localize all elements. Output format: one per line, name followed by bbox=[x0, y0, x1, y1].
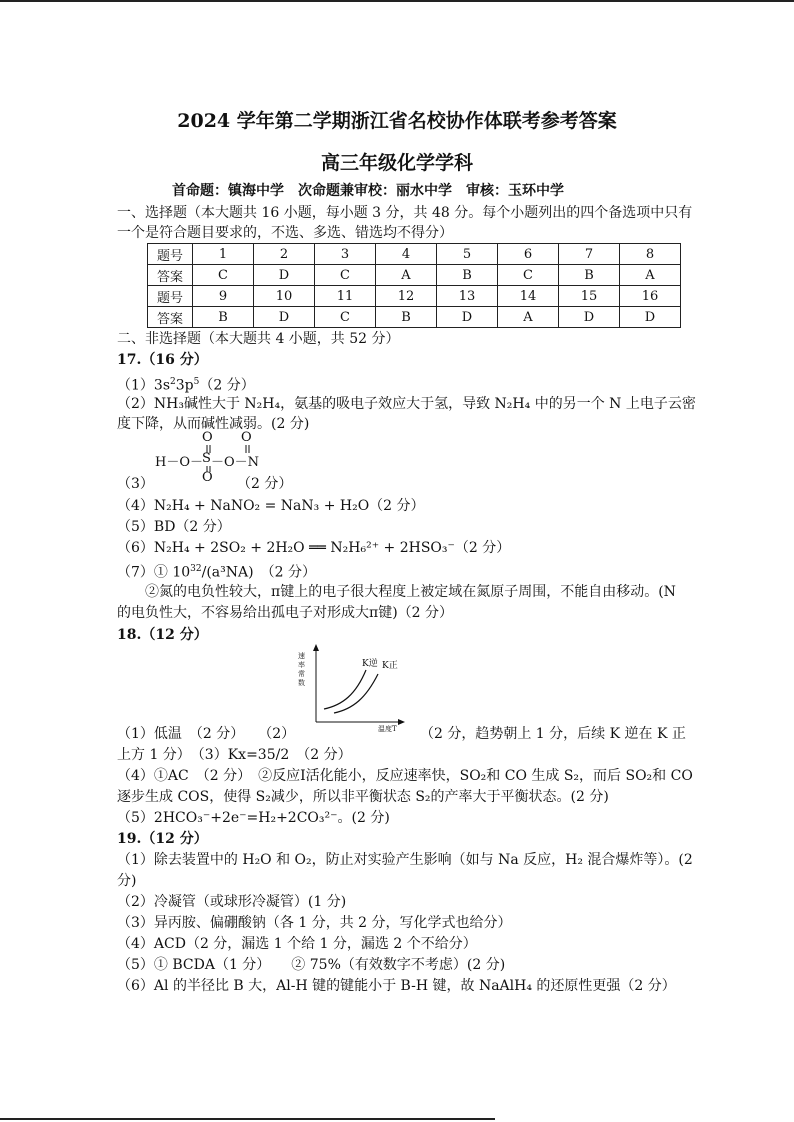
table-cell: C bbox=[193, 265, 254, 286]
q19-answer-4: （4）ACD（2 分，漏选 1 个给 1 分，漏选 2 个不给分） bbox=[117, 936, 477, 952]
struct-o-n: －O－N bbox=[211, 455, 260, 470]
q17-answer-4: （4）N₂H₄ + NaNO₂ = NaN₃ + H₂O（2 分） bbox=[117, 498, 425, 514]
q19-answer-6: （6）Al 的半径比 B 大，Al-H 键的键能小于 B-H 键，故 NaAlH₄ 的还原性更强（2 分） bbox=[117, 978, 676, 994]
table-cell: 4 bbox=[376, 244, 437, 265]
table-cell: D bbox=[620, 307, 681, 328]
table-cell: 15 bbox=[559, 286, 620, 307]
oxygen-bottom: O bbox=[202, 470, 213, 485]
row-label-a: 答案 bbox=[148, 265, 193, 286]
table-cell: A bbox=[498, 307, 559, 328]
credits-line: 首命题：镇海中学 次命题兼审校：丽水中学 审核：玉环中学 bbox=[172, 183, 564, 199]
q17-answer-6: （6）N₂H₄ + 2SO₂ + 2H₂O ══ N₂H₆²⁺ + 2HSO₃⁻（2 分） bbox=[117, 540, 511, 556]
struct-h-o: H－O－ bbox=[155, 455, 203, 470]
struct-s: S bbox=[202, 451, 211, 466]
oxygen-top: O bbox=[202, 430, 213, 445]
q17-answer-3-score: （2 分） bbox=[237, 476, 293, 492]
table-cell: 11 bbox=[315, 286, 376, 307]
section1-heading-cont: 一个是符合题目要求的，不选、多选、错选均不得分） bbox=[117, 225, 453, 241]
q17-title: 17.（16 分） bbox=[117, 352, 208, 368]
graph-k-forward-label: K正 bbox=[382, 661, 398, 671]
q18-title: 18.（12 分） bbox=[117, 627, 208, 643]
graph-svg bbox=[298, 642, 406, 732]
table-cell: C bbox=[498, 265, 559, 286]
q17-answer-7b-cont: 的电负性大，不容易给出孤电子对形成大π键)（2 分） bbox=[117, 605, 454, 621]
table-cell: 1 bbox=[193, 244, 254, 265]
table-row bbox=[148, 244, 681, 265]
q19-answer-1-cont: 分) bbox=[117, 873, 137, 889]
row-label-q: 题号 bbox=[148, 244, 193, 265]
document-title: 2024 学年第二学期浙江省名校协作体联考参考答案 bbox=[177, 110, 617, 132]
table-row bbox=[148, 307, 681, 328]
q17-answer-2: （2）NH₃碱性大于 N₂H₄，氨基的吸电子效应大于氢，导致 N₂H₄ 中的另一个 N 上电子云密 bbox=[117, 396, 696, 412]
top-rule bbox=[0, 0, 794, 2]
table-cell: B bbox=[193, 307, 254, 328]
q18-answer-5: （5）2HCO₃⁻+2e⁻=H₂+2CO₃²⁻。(2 分) bbox=[117, 810, 390, 826]
section2-heading: 二、非选择题（本大题共 4 小题，共 52 分） bbox=[117, 331, 400, 347]
table-cell: C bbox=[315, 307, 376, 328]
q17-answer-7: （7）① $10^{32}/(a^3NA)$ （2 分） bbox=[117, 564, 316, 581]
row-label-a: 答案 bbox=[148, 307, 193, 328]
q17-answer-1: $(1)3s^23p^5(2$ 分） bbox=[117, 377, 255, 394]
q18-answer-2-tail: （2 分，趋势朝上 1 分，后续 K 逆在 K 正 bbox=[420, 726, 686, 742]
table-cell: B bbox=[376, 307, 437, 328]
table-cell: D bbox=[254, 265, 315, 286]
table-cell: 9 bbox=[193, 286, 254, 307]
table-cell: 12 bbox=[376, 286, 437, 307]
table-cell: 2 bbox=[254, 244, 315, 265]
q19-answer-5: （5）① BCDA（1 分） ② 75%（有效数字不考虑）(2 分) bbox=[117, 957, 506, 973]
oxygen-top-n: O bbox=[241, 430, 252, 445]
q17-answer-7b: ②氮的电负性较大，π键上的电子很大程度上被定域在氮原子周围，不能自由移动。(N bbox=[145, 584, 676, 600]
q17-answer-5: （5）BD（2 分） bbox=[117, 519, 231, 535]
table-cell: D bbox=[559, 307, 620, 328]
q18-answer-4-cont: 逐步生成 COS，使得 S₂减少，所以非平衡状态 S₂的产率大于平衡状态。(2 分) bbox=[117, 789, 609, 805]
row-label-q: 题号 bbox=[148, 286, 193, 307]
table-cell: A bbox=[620, 265, 681, 286]
table-cell: 6 bbox=[498, 244, 559, 265]
q19-answer-3: （3）异丙胺、偏硼酸钠（各 1 分，共 2 分，写化学式也给分） bbox=[117, 915, 512, 931]
table-cell: 13 bbox=[437, 286, 498, 307]
answer-table bbox=[147, 243, 681, 328]
section1-heading: 一、选择题（本大题共 16 小题，每小题 3 分，共 48 分。每个小题列出的四个备选项中只有 bbox=[117, 205, 693, 221]
q17-answer-2-cont: 度下降，从而碱性减弱。(2 分) bbox=[117, 416, 310, 432]
table-cell: A bbox=[376, 265, 437, 286]
table-cell: 8 bbox=[620, 244, 681, 265]
document-subtitle: 高三年级化学学科 bbox=[320, 152, 473, 174]
q18-answer-1: （1）低温 （2 分） （2） bbox=[117, 726, 296, 742]
graph-k-reverse-label: K逆 bbox=[362, 659, 378, 669]
table-cell: 3 bbox=[315, 244, 376, 265]
q19-answer-2: （2）冷凝管（或球形冷凝管）(1 分) bbox=[117, 894, 347, 910]
table-cell: D bbox=[437, 307, 498, 328]
table-cell: 14 bbox=[498, 286, 559, 307]
table-cell: C bbox=[315, 265, 376, 286]
rate-constant-graph bbox=[298, 642, 406, 732]
q19-title: 19.（12 分） bbox=[117, 831, 208, 847]
table-cell: B bbox=[559, 265, 620, 286]
table-cell: 5 bbox=[437, 244, 498, 265]
graph-x-label: 温度T bbox=[378, 725, 397, 733]
table-cell: 7 bbox=[559, 244, 620, 265]
table-cell: 10 bbox=[254, 286, 315, 307]
table-cell: D bbox=[254, 307, 315, 328]
table-cell: 16 bbox=[620, 286, 681, 307]
q18-answer-4: （4）①AC （2 分） ②反应I活化能小，反应速率快，SO₂和 CO 生成 S₂，而后 SO₂和 CO bbox=[117, 768, 693, 784]
table-row bbox=[148, 265, 681, 286]
bottom-rule bbox=[0, 1118, 495, 1120]
q18-answer-2-cont: 上方 1 分） （3）Kx=35/2 （2 分） bbox=[117, 747, 352, 763]
q17-answer-3: （3） bbox=[117, 476, 154, 492]
table-cell: B bbox=[437, 265, 498, 286]
graph-y-label: 速率常数 bbox=[298, 652, 305, 687]
table-row bbox=[148, 286, 681, 307]
q19-answer-1: （1）除去装置中的 H₂O 和 O₂，防止对实验产生影响（如与 Na 反应，H₂ 混合爆炸等）。(2 bbox=[117, 852, 693, 868]
